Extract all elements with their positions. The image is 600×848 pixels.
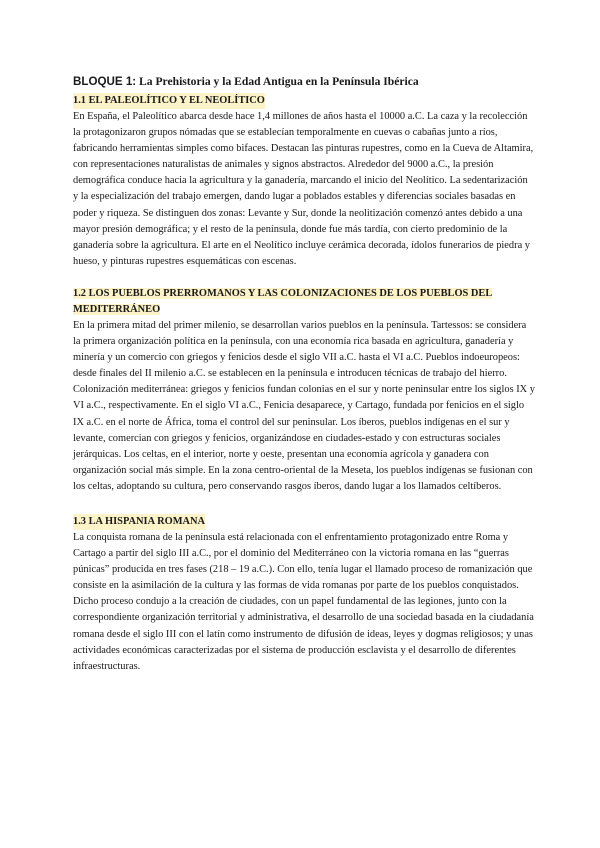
section-heading: 1.1 EL PALEOLÍTICO Y EL NEOLÍTICO xyxy=(73,93,265,109)
section-pueblos-prerromanos xyxy=(73,286,535,495)
section-heading xyxy=(73,286,535,318)
document-title-lead: BLOQUE 1: xyxy=(73,75,137,88)
section-hispania-romana xyxy=(73,511,535,675)
document-title-rest: La Prehistoria y la Edad Antigua en la Península Ibérica xyxy=(136,75,419,88)
document-page xyxy=(73,73,535,691)
section-body: La conquista romana de la península está relacionada con el enfrentamiento protagonizado entre Roma y Cartago a partir del siglo III a.C., por el dominio del Mediterráneo con la victoria romana en las “guerras púnicas” producida en tres fases (218 – 19 a.C.). Con ello, tenía lugar el llamado proceso de romanización que consiste en la asimilación de la cultura y las formas de vida romanas por parte de los pueblos conquistados. Dicho proceso condujo a la creación de ciudades, con un papel fundamental de las legiones, junto con la correspondiente organización territorial y administrativa, el desarrollo de una sociedad basada en la ciudadanía romana desde el siglo III con el latín como instrumento de difusión de ideas, leyes y dogmas religiosos; y unas actividades económicas caracterizadas por el sistema de producción esclavista y el desarrollo de diferentes infraestructuras. xyxy=(73,531,534,672)
section-paleolitico-neolitico xyxy=(73,90,535,270)
section-heading: 1.3 LA HISPANIA ROMANA xyxy=(73,514,205,530)
section-body: En la primera mitad del primer milenio, se desarrollan varios pueblos en la península. Tartessos: se considera la primera organización política en la península, con una economía rica basada en agricultura, ganadería y minería y un comercio con griegos y fenicios desde el siglo VII a.C. hasta el VI a.C. Pueblos indoeuropeos: desde finales del II milenio a.C. se establecen en la península e introducen técnicas de trabajo del hierro. Colonización mediterránea: griegos y fenicios fundan colonias en el sur y norte peninsular entre los siglos IX y VI a.C., respectivamente. En el siglo VI a.C., Fenicia desaparece, y Cartago, fundada por fenicios en el siglo IX a.C. en el norte de África, toma el control del sur peninsular. Los íberos, pueblos indígenas en el sur y levante, comercian con griegos y fenicios, organizándose en ciudades-estado y con estructuras sociales jerárquicas. Los celtas, en el interior, norte y oeste, presentan una economía agrícola y ganadera con organización social más simple. En la zona centro-oriental de la Meseta, los pueblos indígenas se fusionan con los celtas, adoptando su cultura, pero conservando rasgos íberos, dando lugar a los llamados celtíberos. xyxy=(73,319,535,492)
section-heading-text: 1.2 LOS PUEBLOS PRERROMANOS Y LAS COLONIZACIONES DE LOS PUEBLOS DEL MEDITERRÁNEO xyxy=(73,287,493,315)
document-title xyxy=(73,73,535,90)
section-body: En España, el Paleolítico abarca desde hace 1,4 millones de años hasta el 10000 a.C. La caza y la recolección la protagonizaron grupos nómadas que se establecían temporalmente en cuevas o cabañas junto a ríos, fabricando herramientas simples como bifaces. Destacan las pinturas rupestres, como en la Cueva de Altamira, con representaciones naturalistas de animales y signos abstractos. Alrededor del 9000 a.C., la presión demográfica conduce hacia la agricultura y la ganadería, marcando el inicio del Neolítico. La sedentarización y la especialización del trabajo emergen, dando lugar a poblados estables y diferencias sociales basadas en poder y riqueza. Se distinguen dos zonas: Levante y Sur, donde la neolitización comenzó antes debido a una mayor presión demográfica; y el resto de la península, donde fue más tardía, con cierto predominio de la ganadería sobre la agricultura. El arte en el Neolítico incluye cerámica decorada, ídolos funerarios de piedra y hueso, y pinturas rupestres esquemáticas con escenas. xyxy=(73,111,534,267)
